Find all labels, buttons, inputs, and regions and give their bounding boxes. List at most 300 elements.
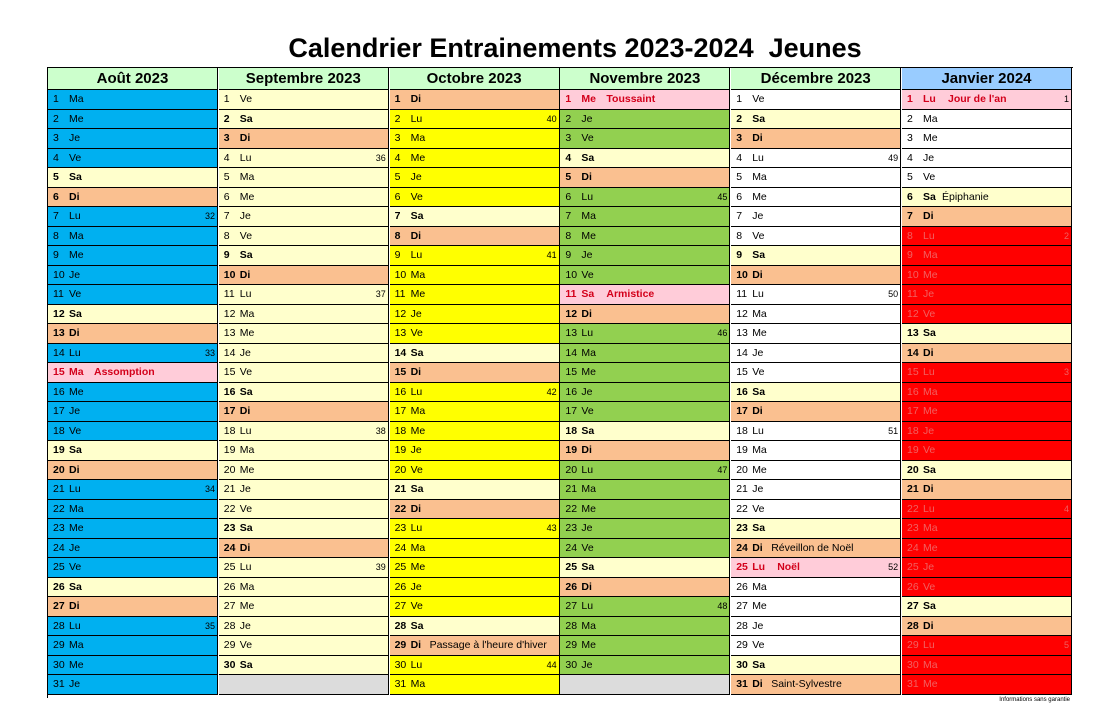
day-number: 15	[907, 366, 919, 378]
weekday-label: Lu	[923, 502, 935, 515]
day-cell	[731, 500, 901, 520]
weekday-label: Me	[923, 678, 938, 690]
day-number: 18	[907, 424, 919, 437]
day-cell	[902, 578, 1072, 598]
day-number: 1	[223, 93, 230, 105]
weekday-label: Ve	[69, 288, 82, 300]
weekday-label: Ve	[923, 171, 936, 183]
weekday-label: Sa	[923, 600, 936, 612]
weekday-label: Ma	[923, 112, 938, 125]
weekday-label: Me	[752, 463, 767, 476]
day-number: 2	[907, 112, 913, 125]
day-number: 4	[53, 151, 59, 164]
weekday-label: Ma	[69, 502, 84, 515]
week-number: 39	[375, 562, 386, 572]
day-cell	[902, 266, 1072, 286]
weekday-label: Me	[581, 639, 596, 651]
weekday-label: Sa	[752, 249, 766, 261]
weekday-label: Je	[923, 561, 935, 573]
day-cell	[48, 149, 218, 169]
day-cell	[390, 344, 560, 364]
day-number: 14	[565, 346, 578, 359]
day-number: 14	[394, 346, 407, 359]
day-cell	[731, 168, 901, 188]
day-cell	[48, 324, 218, 344]
day-number: 6	[907, 190, 913, 203]
day-cell	[902, 227, 1072, 247]
event-label: Saint-Sylvestre	[771, 678, 842, 690]
day-number: 14	[736, 346, 748, 359]
month-column-decembre-2023	[731, 68, 901, 698]
day-cell	[560, 480, 730, 500]
day-number: 3	[907, 132, 913, 144]
day-cell	[731, 110, 901, 130]
weekday-label: Lu	[69, 619, 81, 632]
day-cell	[219, 539, 389, 559]
day-cell	[219, 266, 389, 286]
weekday-label: Sa	[752, 385, 766, 398]
weekday-label: Je	[581, 249, 593, 261]
day-number: 31	[394, 678, 407, 690]
day-number: 1	[53, 93, 59, 105]
day-cell	[219, 227, 389, 247]
day-number: 4	[736, 151, 743, 164]
weekday-label: Lu	[581, 600, 594, 612]
weekday-label: Sa	[69, 307, 82, 320]
weekday-label: Lu	[752, 424, 764, 437]
day-number: 11	[223, 288, 235, 300]
weekday-label: Me	[581, 366, 596, 378]
day-number: 4	[907, 151, 913, 164]
day-number: 10	[394, 268, 407, 281]
day-number: 3	[223, 132, 230, 144]
weekday-label: Sa	[410, 619, 424, 632]
day-number: 6	[223, 190, 230, 203]
weekday-label: Sa	[239, 385, 253, 398]
day-cell	[560, 305, 730, 325]
weekday-label: Ve	[410, 600, 423, 612]
day-cell	[390, 207, 560, 227]
weekday-label: Di	[69, 190, 80, 203]
day-cell	[560, 207, 730, 227]
weekday-label: Ve	[923, 307, 936, 320]
day-number: 18	[565, 424, 578, 437]
day-number: 31	[736, 678, 748, 690]
day-cell	[902, 539, 1072, 559]
day-cell	[731, 656, 901, 676]
weekday-label: Je	[239, 619, 251, 632]
weekday-label: Sa	[69, 444, 82, 456]
day-number: 21	[565, 483, 578, 495]
month-header: Octobre 2023	[390, 68, 560, 90]
day-cell	[219, 324, 389, 344]
day-number: 12	[907, 307, 919, 320]
weekday-label: Ve	[752, 366, 765, 378]
day-number: 14	[53, 346, 65, 359]
day-cell	[48, 675, 218, 695]
weekday-label: Ve	[69, 151, 82, 164]
weekday-label: Je	[923, 288, 935, 300]
weekday-label: Me	[581, 502, 596, 515]
weekday-label: Me	[69, 249, 84, 261]
month-header: Août 2023	[48, 68, 218, 90]
week-number: 50	[888, 289, 899, 299]
day-number: 28	[565, 619, 578, 632]
day-cell	[48, 305, 218, 325]
day-cell	[731, 461, 901, 481]
weekday-label: Ma	[69, 366, 84, 378]
weekday-label: Je	[69, 405, 81, 417]
day-cell	[731, 636, 901, 656]
day-cell	[219, 617, 389, 637]
day-cell	[219, 149, 389, 169]
weekday-label: Me	[923, 541, 938, 554]
day-number: 3	[736, 132, 743, 144]
day-cell	[48, 597, 218, 617]
day-number: 12	[223, 307, 236, 320]
day-cell	[48, 285, 218, 305]
day-cell	[219, 285, 389, 305]
day-cell	[731, 422, 901, 442]
day-cell	[390, 110, 560, 130]
day-number: 21	[53, 483, 65, 495]
day-number: 1	[394, 93, 401, 105]
weekday-label: Sa	[69, 580, 82, 593]
day-cell	[560, 500, 730, 520]
weekday-label: Je	[923, 151, 935, 164]
day-number: 11	[53, 288, 64, 300]
day-number: 13	[53, 327, 65, 339]
weekday-label: Sa	[410, 483, 424, 495]
day-number: 24	[736, 541, 748, 554]
weekday-label: Ma	[581, 210, 596, 222]
weekday-label: Sa	[410, 210, 424, 222]
weekday-label: Di	[239, 541, 251, 554]
day-cell	[390, 617, 560, 637]
day-cell	[390, 519, 560, 539]
weekday-label: Sa	[239, 112, 253, 125]
day-cell	[48, 636, 218, 656]
weekday-label: Je	[581, 658, 593, 671]
weekday-label: Je	[752, 346, 764, 359]
weekday-label: Ma	[923, 385, 938, 398]
weekday-label: Di	[752, 405, 763, 417]
day-number: 26	[223, 580, 236, 593]
weekday-label: Sa	[923, 463, 936, 476]
day-number: 23	[565, 522, 578, 534]
weekday-label: Je	[410, 171, 422, 183]
day-cell	[219, 461, 389, 481]
day-number: 23	[394, 522, 407, 534]
day-number: 28	[907, 619, 919, 632]
month-header: Novembre 2023	[560, 68, 730, 90]
weekday-label: Sa	[923, 327, 936, 339]
weekday-label: Ve	[923, 444, 936, 456]
day-number: 9	[736, 249, 743, 261]
day-number: 8	[565, 229, 572, 242]
day-cell	[390, 558, 560, 578]
weekday-label: Lu	[410, 112, 423, 125]
day-cell	[902, 129, 1072, 149]
day-cell	[902, 168, 1072, 188]
day-number: 13	[565, 327, 578, 339]
day-cell	[731, 617, 901, 637]
day-cell	[731, 597, 901, 617]
day-cell	[48, 246, 218, 266]
day-cell	[902, 285, 1072, 305]
day-number: 25	[394, 561, 407, 573]
day-cell	[48, 578, 218, 598]
day-number: 29	[907, 639, 919, 651]
day-number: 19	[394, 444, 407, 456]
day-number: 2	[736, 112, 743, 125]
day-cell	[731, 246, 901, 266]
day-number: 15	[565, 366, 578, 378]
day-number: 5	[394, 171, 401, 183]
day-number: 22	[565, 502, 578, 515]
day-number: 9	[565, 249, 572, 261]
weekday-label: Lu	[410, 385, 423, 398]
day-cell	[731, 90, 901, 110]
day-number: 18	[53, 424, 65, 437]
day-number: 29	[565, 639, 578, 651]
day-number: 5	[736, 171, 743, 183]
day-cell	[390, 246, 560, 266]
day-cell	[390, 168, 560, 188]
week-number: 36	[375, 152, 386, 163]
day-cell	[731, 383, 901, 403]
weekday-label: Je	[239, 346, 251, 359]
empty-cell	[560, 675, 730, 695]
week-number: 48	[717, 601, 728, 611]
day-number: 22	[907, 502, 919, 515]
weekday-label: Lu	[239, 424, 252, 437]
day-cell	[902, 597, 1072, 617]
day-cell	[560, 168, 730, 188]
day-cell	[560, 617, 730, 637]
day-cell	[219, 402, 389, 422]
weekday-label: Ma	[581, 483, 596, 495]
weekday-label: Lu	[752, 151, 764, 164]
weekday-label: Ma	[752, 171, 767, 183]
day-number: 8	[907, 229, 913, 242]
weekday-label: Di	[581, 171, 592, 183]
weekday-label: Me	[69, 112, 84, 125]
day-cell	[731, 480, 901, 500]
week-number: 46	[717, 328, 728, 338]
day-cell	[48, 461, 218, 481]
empty-cell	[219, 675, 389, 695]
weekday-label: Me	[923, 268, 938, 281]
day-number: 20	[736, 463, 748, 476]
weekday-label: Me	[752, 600, 767, 612]
weekday-label: Je	[69, 678, 81, 690]
weekday-label: Sa	[581, 151, 595, 164]
weekday-label: Di	[410, 229, 422, 242]
weekday-label: Je	[581, 385, 593, 398]
day-cell	[560, 110, 730, 130]
day-number: 8	[736, 229, 743, 242]
day-number: 28	[736, 619, 748, 632]
day-cell	[219, 110, 389, 130]
day-number: 17	[565, 405, 578, 417]
day-cell	[48, 344, 218, 364]
weekday-label: Sa	[752, 658, 766, 671]
day-number: 7	[53, 210, 59, 222]
day-number: 19	[907, 444, 919, 456]
day-cell	[48, 402, 218, 422]
weekday-label: Ve	[239, 639, 253, 651]
day-number: 4	[565, 151, 572, 164]
day-number: 9	[223, 249, 230, 261]
day-cell	[219, 656, 389, 676]
day-cell	[48, 519, 218, 539]
day-number: 20	[53, 463, 65, 476]
day-cell	[731, 129, 901, 149]
weekday-label: Lu	[581, 463, 594, 476]
day-number: 5	[53, 171, 59, 183]
month-column-octobre-2023	[390, 68, 560, 698]
day-number: 6	[53, 190, 59, 203]
weekday-label: Lu	[923, 229, 935, 242]
day-cell	[560, 539, 730, 559]
weekday-label: Sa	[752, 522, 766, 534]
day-cell	[48, 90, 218, 110]
weekday-label: Ve	[410, 463, 423, 476]
weekday-label: Lu	[239, 288, 252, 300]
month-column-janvier-2024	[902, 68, 1072, 698]
day-cell	[731, 305, 901, 325]
weekday-label: Ve	[239, 502, 253, 515]
weekday-label: Ma	[581, 346, 596, 359]
day-number: 20	[394, 463, 407, 476]
weekday-label: Ma	[239, 580, 255, 593]
day-number: 22	[394, 502, 407, 515]
day-number: 2	[223, 112, 230, 125]
day-cell	[48, 188, 218, 208]
day-cell	[560, 324, 730, 344]
day-cell	[219, 363, 389, 383]
day-cell	[902, 558, 1072, 578]
weekday-label: Me	[69, 522, 84, 534]
weekday-label: Ma	[923, 522, 938, 534]
day-number: 18	[394, 424, 407, 437]
day-cell	[560, 227, 730, 247]
weekday-label: Ve	[581, 541, 594, 554]
weekday-label: Je	[581, 112, 593, 125]
day-cell	[219, 383, 389, 403]
weekday-label: Me	[581, 229, 596, 242]
day-cell	[902, 246, 1072, 266]
day-cell	[902, 344, 1072, 364]
weekday-label: Ve	[581, 405, 594, 417]
day-number: 13	[223, 327, 236, 339]
weekday-label: Sa	[410, 346, 424, 359]
day-number: 13	[736, 327, 748, 339]
weekday-label: Sa	[581, 288, 595, 300]
weekday-label: Me	[923, 132, 938, 144]
weekday-label: Ma	[410, 405, 426, 417]
weekday-label: Je	[239, 483, 251, 495]
day-cell	[560, 90, 730, 110]
day-cell	[560, 285, 730, 305]
day-number: 11	[394, 288, 406, 300]
weekday-label: Lu	[69, 346, 81, 359]
day-cell	[902, 422, 1072, 442]
weekday-label: Ma	[239, 444, 255, 456]
day-cell	[560, 129, 730, 149]
weekday-label: Me	[410, 288, 426, 300]
weekday-label: Ve	[752, 93, 765, 105]
day-number: 4	[223, 151, 230, 164]
day-cell	[731, 227, 901, 247]
day-number: 27	[223, 600, 236, 612]
day-cell	[390, 480, 560, 500]
day-cell	[731, 324, 901, 344]
day-number: 17	[53, 405, 65, 417]
day-number: 10	[53, 268, 65, 281]
weekday-label: Sa	[239, 658, 253, 671]
day-cell	[390, 500, 560, 520]
day-cell	[902, 441, 1072, 461]
weekday-label: Ve	[239, 229, 253, 242]
day-cell	[902, 324, 1072, 344]
day-number: 16	[565, 385, 578, 398]
day-cell	[48, 422, 218, 442]
weekday-label: Di	[581, 580, 592, 593]
month-column-novembre-2023	[560, 68, 730, 698]
day-cell	[560, 461, 730, 481]
day-number: 15	[223, 366, 236, 378]
day-number: 1	[736, 93, 743, 105]
day-number: 20	[223, 463, 236, 476]
day-number: 17	[394, 405, 407, 417]
day-cell	[390, 675, 560, 695]
day-cell	[560, 188, 730, 208]
day-cell	[390, 636, 560, 656]
event-label: Noël	[777, 561, 800, 573]
day-number: 10	[736, 268, 748, 281]
day-cell	[560, 344, 730, 364]
day-number: 15	[53, 366, 65, 378]
day-number: 21	[394, 483, 407, 495]
day-cell	[731, 266, 901, 286]
weekday-label: Lu	[239, 151, 252, 164]
day-number: 3	[565, 132, 572, 144]
day-number: 17	[907, 405, 919, 417]
weekday-label: Je	[69, 132, 81, 144]
day-number: 11	[736, 288, 748, 300]
day-cell	[560, 656, 730, 676]
day-cell	[219, 90, 389, 110]
month-header: Décembre 2023	[731, 68, 901, 90]
weekday-label: Ve	[69, 561, 82, 573]
day-cell	[390, 461, 560, 481]
weekday-label: Me	[69, 658, 84, 671]
weekday-label: Sa	[581, 424, 595, 437]
day-number: 16	[394, 385, 407, 398]
day-number: 10	[565, 268, 578, 281]
weekday-label: Ve	[752, 639, 765, 651]
day-cell	[560, 519, 730, 539]
day-number: 6	[565, 190, 572, 203]
calendar-grid	[47, 67, 1073, 698]
week-number: 44	[546, 659, 557, 670]
week-number: 3	[1063, 367, 1069, 377]
day-cell	[902, 110, 1072, 130]
day-number: 26	[736, 580, 748, 593]
day-cell	[731, 149, 901, 169]
